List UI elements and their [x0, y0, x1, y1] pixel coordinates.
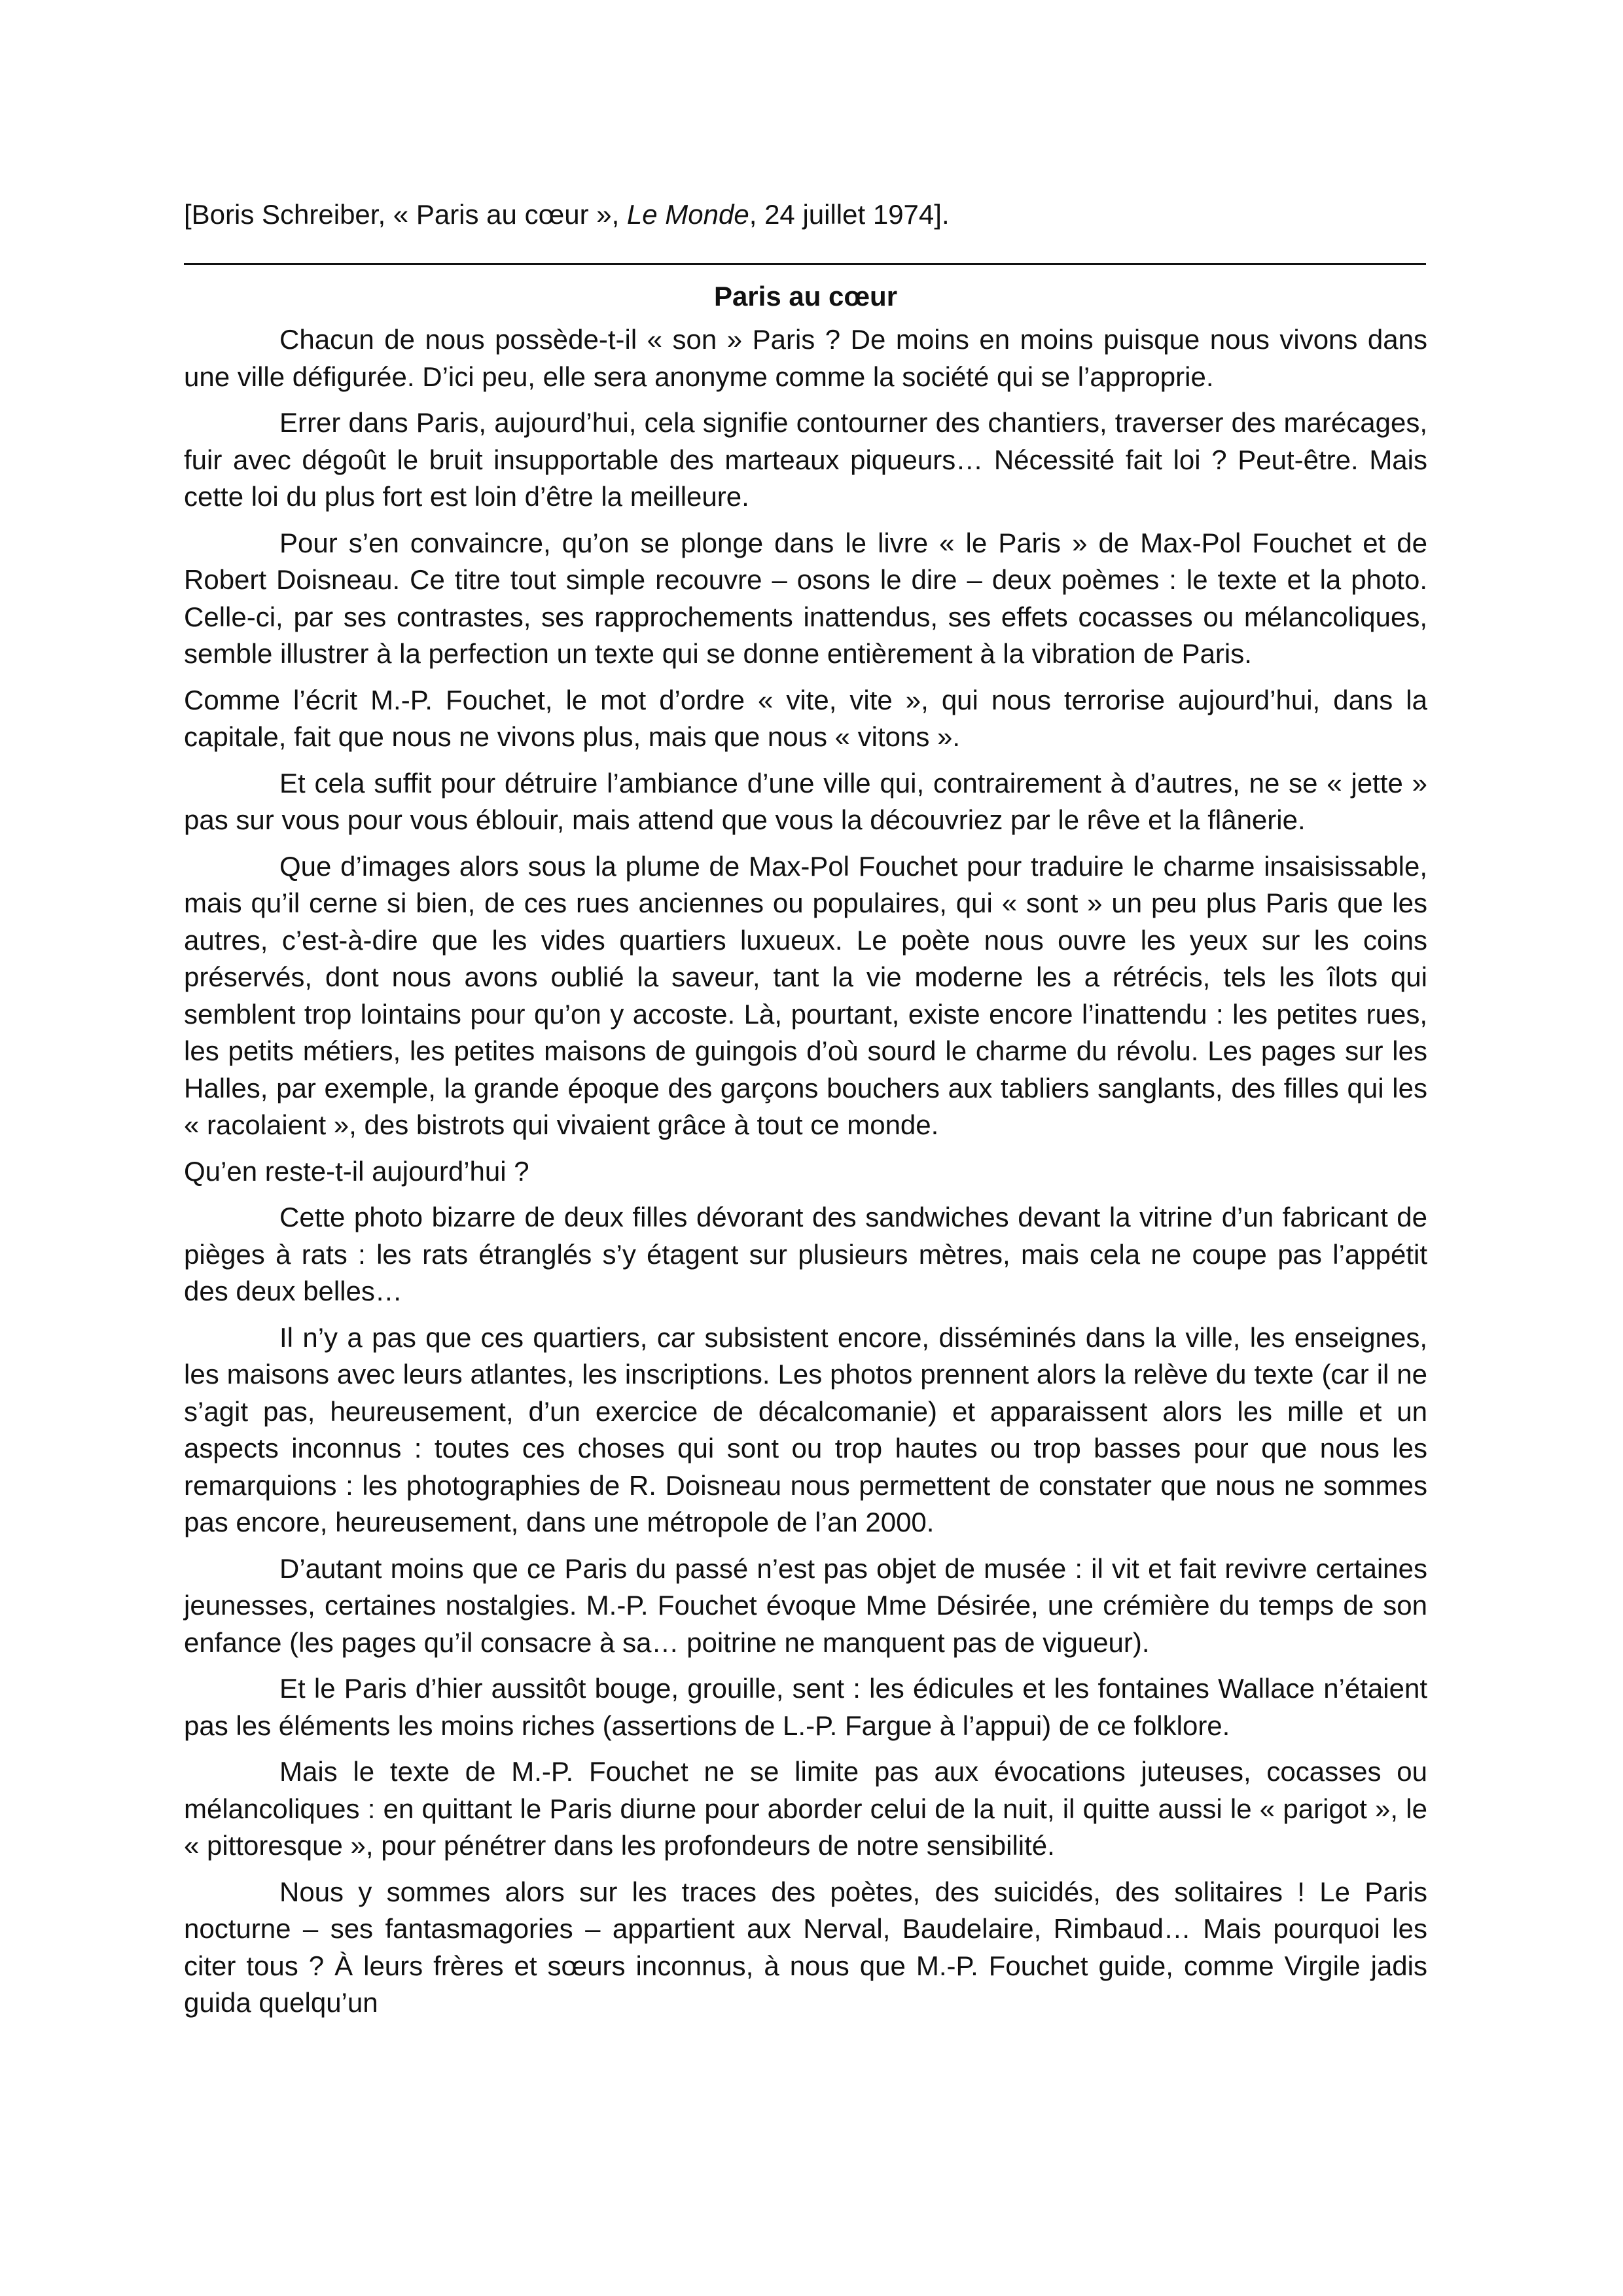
citation-newspaper: Le Monde	[626, 199, 749, 230]
source-citation	[184, 196, 1427, 234]
paragraph: Mais le texte de M.-P. Fouchet ne se limite pas aux évocations juteuses, cocasses ou mélancoliques : en quittant le Paris diurne pour aborder celui de la nuit, il quitte aussi le « parigot », le « pittoresque », pour pénétrer dans les profondeurs de notre sensibilité.	[184, 1756, 1427, 1861]
paragraph: Nous y sommes alors sur les traces des poètes, des suicidés, des solitaires ! Le Paris nocturne – ses fantasmagories – appartient aux Nerval, Baudelaire, Rimbaud… Mais pourquoi les citer tous ? À leurs frères et sœurs inconnus, à nous que M.-P. Fouchet guide, comme Virgile jadis guida quelqu’un	[184, 1876, 1427, 2018]
paragraph: Comme l’écrit M.-P. Fouchet, le mot d’ordre « vite, vite », qui nous terrorise aujourd’hui, dans la capitale, fait que nous ne vivons plus, mais que nous « vitons ».	[184, 684, 1427, 752]
citation-date: , 24 juillet 1974].	[749, 199, 950, 230]
paragraph: Cette photo bizarre de deux filles dévorant des sandwiches devant la vitrine d’un fabricant de pièges à rats : les rats étranglés s’y étagent sur plusieurs mètres, mais cela ne coupe pas l’appétit des deux belles…	[184, 1202, 1427, 1306]
document-page	[184, 196, 1427, 2031]
paragraph: Errer dans Paris, aujourd’hui, cela signifie contourner des chantiers, traverser des marécages, fuir avec dégoût le bruit insupportable des marteaux piqueurs… Nécessité fait loi ? Peut-être. Mais cette loi du plus fort est loin d’être la meilleure.	[184, 407, 1427, 512]
article-title: Paris au cœur	[713, 280, 898, 312]
article-body	[184, 321, 1427, 2022]
paragraph: Chacun de nous possède-t-il « son » Paris ? De moins en moins puisque nous vivons dans une ville défigurée. D’ici peu, elle sera anonyme comme la société qui se l’approprie.	[184, 324, 1427, 392]
paragraph: D’autant moins que ce Paris du passé n’est pas objet de musée : il vit et fait revivre certaines jeunesses, certaines nostalgies. M.-P. Fouchet évoque Mme Désirée, une crémière du temps de son enfance (les pages qu’il consacre à sa… poitrine ne manquent pas de vigueur).	[184, 1552, 1427, 1658]
paragraph: Et cela suffit pour détruire l’ambiance d’une ville qui, contrairement à d’autres, ne se « jette » pas sur vous pour vous éblouir, mais attend que vous la découvriez par le rêve et la flânerie.	[184, 767, 1427, 835]
paragraph: Et le Paris d’hier aussitôt bouge, grouille, sent : les édicules et les fontaines Wallace n’étaient pas les éléments les moins riches (assertions de L.-P. Fargue à l’appui) de ce folklore.	[184, 1673, 1427, 1741]
citation-author: [Boris Schreiber, « Paris au cœur »,	[184, 199, 627, 230]
paragraph: Pour s’en convaincre, qu’on se plonge dans le livre « le Paris » de Max-Pol Fouchet et de Robert Doisneau. Ce titre tout simple recouvre – osons le dire – deux poèmes : le texte et la photo. Celle-ci, par ses contrastes, ses rapprochements inattendus, ses effets cocasses ou mélancoliques, semble illustrer à la perfection un texte qui se donne entièrement à la vibration de Paris.	[184, 527, 1427, 669]
paragraph: Que d’images alors sous la plume de Max-Pol Fouchet pour traduire le charme insaisissable, mais qu’il cerne si bien, de ces rues anciennes ou populaires, qui « sont » un peu plus Paris que les autres, c’est-à-dire que les vides quartiers luxueux. Le poète nous ouvre les yeux sur les coins préservés, dont nous avons oublié la saveur, tant la vie moderne les a rétrécis, tels les îlots qui semblent trop lointains pour qu’on y accoste. Là, pourtant, existe encore l’inattendu : les petites rues, les petits métiers, les petites maisons de guingois d’où sourd le charme du révolu. Les pages sur les Halles, par exemple, la grande époque des garçons bouchers aux tabliers sanglants, des filles qui les « racolaient », des bistrots qui vivaient grâce à tout ce monde.	[184, 850, 1427, 1140]
paragraph: Qu’en reste-t-il aujourd’hui ?	[184, 1155, 529, 1187]
paragraph: Il n’y a pas que ces quartiers, car subsistent encore, disséminés dans la ville, les enseignes, les maisons avec leurs atlantes, les inscriptions. Les photos prennent alors la relève du texte (car il ne s’agit pas, heureusement, d’un exercice de décalcomanie) et apparaissent alors les mille et un aspects inconnus : toutes ces choses qui sont ou trop hautes ou trop basses pour que nous les remarquions : les photographies de R. Doisneau nous permettent de constater que nous ne sommes pas encore, heureusement, dans une métropole de l’an 2000.	[184, 1321, 1427, 1537]
horizontal-rule	[184, 263, 1426, 265]
